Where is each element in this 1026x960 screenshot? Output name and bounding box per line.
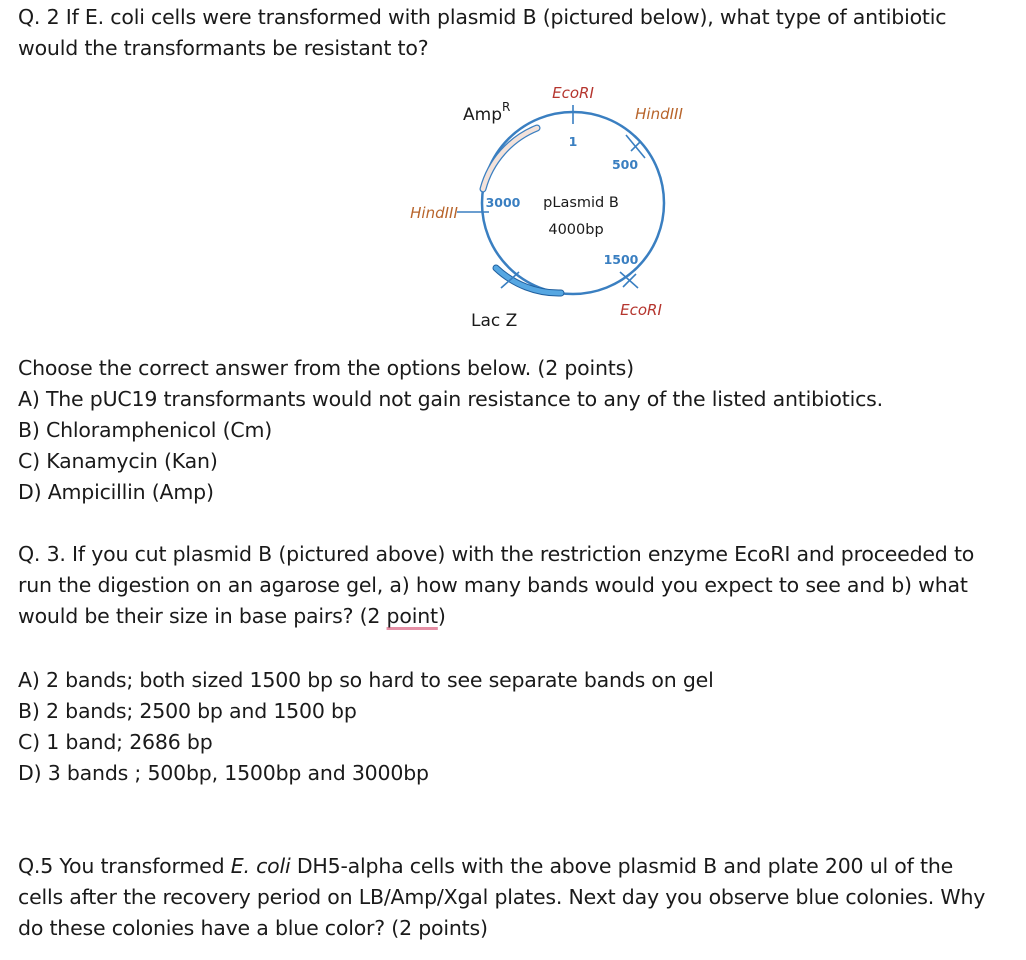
q2-option-c: C) Kanamycin (Kan) bbox=[18, 449, 218, 473]
q5-line-2: cells after the recovery period on LB/Amp/Xgal plates. Next day you observe blue colonies. Why bbox=[18, 885, 986, 909]
q5-line-1-pre: Q.5 You transformed bbox=[18, 854, 231, 878]
q3-line-3-text: would be their size in base pairs? (2 bbox=[18, 604, 387, 628]
q5-species-italic: E. coli bbox=[230, 854, 291, 878]
q3-line-3 bbox=[18, 601, 446, 632]
q5-line-3: do these colonies have a blue color? (2 points) bbox=[18, 916, 488, 940]
tick-3000-label: 3000 bbox=[485, 195, 521, 210]
q2-option-d: D) Ampicillin (Amp) bbox=[18, 480, 214, 504]
q3-line-2: run the digestion on an agarose gel, a) how many bands would you expect to see and b) what bbox=[18, 573, 968, 597]
q3-option-c: C) 1 band; 2686 bp bbox=[18, 730, 213, 754]
lacz-label: Lac Z bbox=[471, 311, 518, 331]
spellcheck-flagged-word[interactable]: point bbox=[386, 604, 438, 628]
hindiii-left-label: HindIII bbox=[410, 204, 458, 222]
ampr-label-superscript: R bbox=[501, 100, 511, 114]
q3-option-d: D) 3 bands ; 500bp, 1500bp and 3000bp bbox=[18, 761, 429, 785]
q2-line-2: would the transformants be resistant to? bbox=[18, 36, 429, 60]
plasmid-size: 4000bp bbox=[548, 222, 604, 238]
q2-option-b: B) Chloramphenicol (Cm) bbox=[18, 418, 273, 442]
q3-line-1: Q. 3. If you cut plasmid B (pictured above) with the restriction enzyme EcoRI and proceeded to bbox=[18, 542, 975, 566]
q2-option-a: A) The pUC19 transformants would not gain resistance to any of the listed antibiotics. bbox=[18, 387, 883, 411]
q2-line-1: Q. 2 If E. coli cells were transformed with plasmid B (pictured below), what type of antibiotic bbox=[18, 5, 947, 29]
tick-500-label: 500 bbox=[611, 157, 639, 172]
q3-option-b: B) 2 bands; 2500 bp and 1500 bp bbox=[18, 699, 357, 723]
q2-prompt: Choose the correct answer from the options below. (2 points) bbox=[18, 356, 634, 380]
q5-line-1 bbox=[18, 851, 953, 882]
ecori-bottom-label: EcoRI bbox=[620, 301, 662, 319]
q3-option-a: A) 2 bands; both sized 1500 bp so hard to see separate bands on gel bbox=[18, 668, 714, 692]
ampr-label-text: Amp bbox=[463, 105, 502, 125]
q3-line-3-close: ) bbox=[437, 604, 446, 628]
q5-line-1-post: DH5-alpha cells with the above plasmid B and plate 200 ul of the bbox=[290, 854, 954, 878]
plasmid-map bbox=[395, 78, 695, 338]
ampr-label bbox=[463, 100, 510, 125]
plasmid-name: pLasmid B bbox=[543, 195, 619, 211]
tick-1500-label: 1500 bbox=[603, 252, 639, 267]
ecori-top-label: EcoRI bbox=[552, 84, 594, 102]
hindiii-right-label: HindIII bbox=[635, 105, 683, 123]
tick-1-label: 1 bbox=[568, 134, 578, 149]
